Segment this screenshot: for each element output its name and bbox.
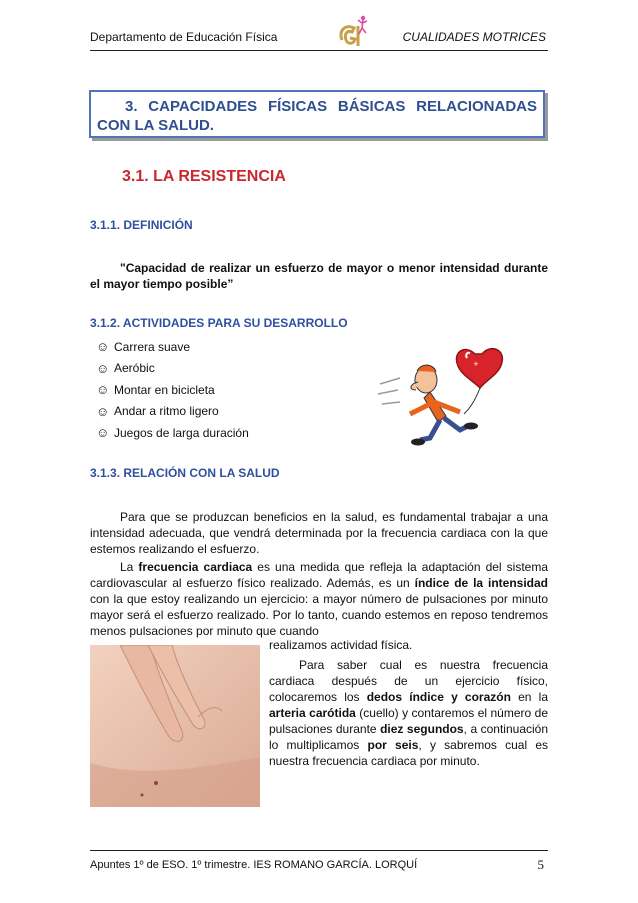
list-item: ☺ Carrera suave bbox=[96, 339, 191, 355]
activities-list bbox=[96, 336, 249, 444]
footer-text: Apuntes 1º de ESO. 1º trimestre. IES ROMANO GARCÍA. LORQUÍ bbox=[90, 859, 418, 871]
smiley-icon: ☺ bbox=[96, 382, 110, 398]
subsection-title: 3.1. LA RESISTENCIA bbox=[122, 168, 286, 185]
activities-heading: 3.1.2. ACTIVIDADES PARA SU DESARROLLO bbox=[90, 316, 348, 330]
health-heading: 3.1.3. RELACIÓN CON LA SALUD bbox=[90, 466, 280, 480]
list-item: ☺ Aeróbic bbox=[96, 360, 155, 376]
health-paragraph-2-end: realizamos actividad física. bbox=[269, 638, 413, 652]
smiley-icon: ☺ bbox=[96, 403, 110, 419]
health-paragraph-1: Para que se produzcan beneficios en la salud, es fundamental trabajar a una intensidad adecuada, que vendrá determinada por la frecuencia cardiaca con la que estemos realizando el esfuerzo. bbox=[90, 510, 548, 556]
page-header bbox=[90, 24, 548, 51]
definition-text: "Capacidad de realizar un esfuerzo de mayor o menor intensidad durante el mayor tiempo posible” bbox=[90, 261, 548, 291]
neck-pulse-photo bbox=[90, 645, 260, 807]
health-paragraph-3: Para saber cual es nuestra frecuencia cardiaca después de un ejercicio físico, colocaremos los dedos índice y corazón en la arteria carótida (cuello) y contaremos el número de pulsaciones durante diez segundos, a continuación lo multiplicamos por seis, y sabremos cual es nuestra frecuencia cardiaca por minuto. bbox=[269, 658, 549, 768]
definition-heading: 3.1.1. DEFINICIÓN bbox=[90, 218, 193, 232]
department-name: Departamento de Educación Física bbox=[90, 30, 278, 44]
subject-title: CUALIDADES MOTRICES bbox=[402, 30, 546, 44]
smiley-icon: ☺ bbox=[96, 425, 110, 441]
logo-icon bbox=[336, 12, 376, 52]
smiley-icon: ☺ bbox=[96, 360, 110, 376]
list-item: ☺ Montar en bicicleta bbox=[96, 382, 215, 398]
page-number: 5 bbox=[537, 857, 544, 872]
runner-with-heart-balloon-illustration bbox=[372, 322, 522, 452]
smiley-icon: ☺ bbox=[96, 339, 110, 355]
list-item: ☺ Juegos de larga duración bbox=[96, 425, 249, 441]
svg-text:+: + bbox=[473, 360, 479, 368]
list-item: ☺ Andar a ritmo ligero bbox=[96, 403, 219, 419]
section-title: 3. CAPACIDADES FÍSICAS BÁSICAS RELACIONADAS CON LA SALUD. bbox=[89, 90, 545, 138]
health-paragraph-2: La frecuencia cardiaca es una medida que refleja la adaptación del sistema cardiovascular al esfuerzo físico realizado. Además, es un índice de la intensidad con la que estoy realizando un ejercicio: a mayor número de pulsaciones por minuto mayor será el esfuerzo realizado. Por lo tanto, cuando estemos en reposo tendremos menos pulsaciones por minuto que cuando bbox=[90, 560, 548, 638]
page-footer bbox=[90, 850, 548, 871]
